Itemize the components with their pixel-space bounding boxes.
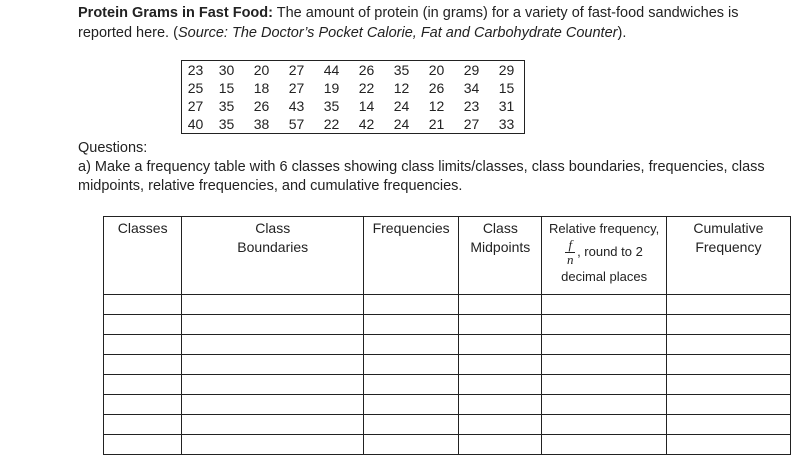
data-cell: 20 (428, 62, 445, 78)
table-row (104, 295, 791, 315)
answer-cell[interactable] (666, 435, 790, 455)
answer-cell[interactable] (459, 295, 542, 315)
answer-cell[interactable] (364, 415, 459, 435)
answer-cell[interactable] (104, 335, 182, 355)
answer-cell[interactable] (364, 435, 459, 455)
answer-cell[interactable] (104, 375, 182, 395)
answer-cell[interactable] (459, 315, 542, 335)
answer-cell[interactable] (182, 415, 364, 435)
data-row (182, 61, 525, 80)
table-row (104, 395, 791, 415)
answer-cell[interactable] (364, 335, 459, 355)
data-cell: 34 (463, 80, 480, 96)
answer-cell[interactable] (459, 335, 542, 355)
answer-cell[interactable] (364, 295, 459, 315)
data-row (182, 115, 525, 134)
answer-cell[interactable] (542, 315, 666, 335)
data-cell: 30 (218, 62, 235, 78)
answer-cell[interactable] (666, 355, 790, 375)
questions-section (78, 139, 778, 196)
answer-cell[interactable] (182, 335, 364, 355)
header-relative-frequency: Relative frequency, $\frac{f}{n}$ , round to 2 decimal places (542, 217, 666, 295)
f-over-n-fraction: $\frac{f}{n}$ (567, 237, 574, 267)
data-cell: 27 (288, 62, 305, 78)
table-row (104, 435, 791, 455)
data-cell: 19 (323, 80, 340, 96)
answer-cell[interactable] (542, 415, 666, 435)
table-row (104, 355, 791, 375)
data-cell: 40 (187, 116, 204, 132)
protein-data-table (181, 60, 525, 134)
answer-cell[interactable] (104, 355, 182, 375)
answer-cell[interactable] (542, 355, 666, 375)
header-frequencies: Frequencies (364, 217, 459, 295)
answer-cell[interactable] (182, 295, 364, 315)
data-cell: 20 (253, 62, 270, 78)
question-a: a) Make a frequency table with 6 classes showing class limits/classes, class boundaries, frequencies, class midpoints, relative frequencies, and cumulative frequencies. (78, 159, 765, 194)
answer-cell[interactable] (666, 295, 790, 315)
answer-cell[interactable] (364, 315, 459, 335)
data-cell: 21 (428, 116, 445, 132)
data-cell: 24 (393, 98, 410, 114)
data-cell: 23 (187, 62, 204, 78)
data-cell: 29 (498, 62, 515, 78)
data-cell: 43 (288, 98, 305, 114)
data-cell: 35 (218, 116, 235, 132)
data-cell: 33 (498, 116, 515, 132)
data-cell: 23 (463, 98, 480, 114)
intro-close: ). (617, 25, 627, 41)
answer-cell[interactable] (182, 395, 364, 415)
data-cell: 14 (358, 98, 375, 114)
header-classes: Classes (104, 217, 182, 295)
data-cell: 26 (358, 62, 375, 78)
answer-cell[interactable] (459, 415, 542, 435)
answer-cell[interactable] (666, 395, 790, 415)
intro-paragraph (78, 3, 778, 43)
answer-cell[interactable] (364, 395, 459, 415)
data-cell: 35 (393, 62, 410, 78)
answer-cell[interactable] (104, 435, 182, 455)
data-cell: 15 (498, 80, 515, 96)
answer-cell[interactable] (542, 295, 666, 315)
answer-cell[interactable] (459, 355, 542, 375)
answer-cell[interactable] (104, 295, 182, 315)
answer-cell[interactable] (104, 395, 182, 415)
answer-cell[interactable] (459, 375, 542, 395)
header-cumulative-frequency: Cumulative Frequency (666, 217, 790, 295)
answer-cell[interactable] (364, 375, 459, 395)
answer-cell[interactable] (182, 355, 364, 375)
data-cell: 27 (463, 116, 480, 132)
data-cell: 31 (498, 98, 515, 114)
table-row (104, 335, 791, 355)
data-cell: 27 (288, 80, 305, 96)
data-cell: 35 (323, 98, 340, 114)
data-row (182, 97, 525, 115)
data-cell: 27 (187, 98, 204, 114)
table-row (104, 375, 791, 395)
data-cell: 44 (323, 62, 340, 78)
answer-cell[interactable] (104, 415, 182, 435)
answer-cell[interactable] (182, 435, 364, 455)
data-cell: 12 (428, 98, 445, 114)
questions-heading: Questions: (78, 140, 148, 156)
intro-title: Protein Grams in Fast Food: (78, 5, 273, 21)
data-cell: 24 (393, 116, 410, 132)
header-class-boundaries: Class Boundaries (182, 217, 364, 295)
data-cell: 22 (323, 116, 340, 132)
answer-cell[interactable] (542, 335, 666, 355)
answer-cell[interactable] (666, 335, 790, 355)
data-cell: 42 (358, 116, 375, 132)
intro-text: The amount of protein (in grams) for a variety of fast-food sandwiches is reported here. ( (78, 5, 739, 41)
answer-cell[interactable] (542, 375, 666, 395)
data-cell: 38 (253, 116, 270, 132)
answer-cell[interactable] (542, 395, 666, 415)
table-row (104, 415, 791, 435)
source-title: The Doctor’s Pocket Calorie, Fat and Carbohydrate Counter (227, 25, 618, 41)
answer-cell[interactable] (666, 415, 790, 435)
answer-cell[interactable] (364, 355, 459, 375)
answer-cell[interactable] (182, 315, 364, 335)
data-cell: 15 (218, 80, 235, 96)
data-cell: 22 (358, 80, 375, 96)
answer-cell[interactable] (459, 435, 542, 455)
answer-cell[interactable] (104, 315, 182, 335)
data-row (182, 79, 525, 97)
data-cell: 25 (187, 80, 204, 96)
answer-cell[interactable] (182, 375, 364, 395)
table-row (104, 315, 791, 335)
data-cell: 35 (218, 98, 235, 114)
data-cell: 57 (288, 116, 305, 132)
answer-cell[interactable] (666, 375, 790, 395)
data-cell: 26 (253, 98, 270, 114)
answer-cell[interactable] (666, 315, 790, 335)
data-cell: 12 (393, 80, 410, 96)
source-label: Source: (177, 25, 228, 41)
answer-cell[interactable] (542, 435, 666, 455)
frequency-table (103, 216, 791, 455)
data-cell: 26 (428, 80, 445, 96)
data-cell: 18 (253, 80, 270, 96)
data-cell: 29 (463, 62, 480, 78)
answer-cell[interactable] (459, 395, 542, 415)
header-class-midpoints: Class Midpoints (459, 217, 542, 295)
